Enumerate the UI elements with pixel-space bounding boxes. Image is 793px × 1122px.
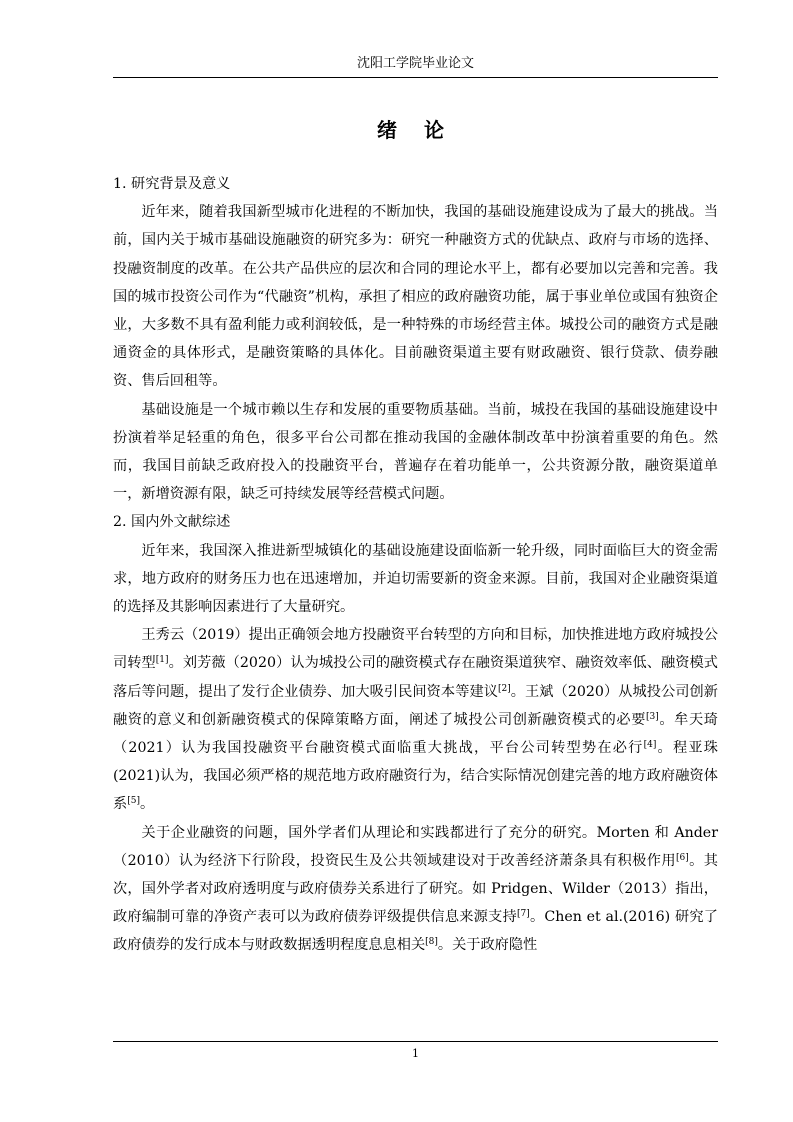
document-body xyxy=(113,170,718,960)
citation-ref: [1] xyxy=(155,655,169,666)
page-header: 沈阳工学院毕业论文 xyxy=(356,56,474,71)
paragraph xyxy=(113,621,718,818)
paragraph-text: 。牟天琦（2021）认为我国投融资平台融资模式面临重大挑战，平台公司转型势在必行 xyxy=(113,711,718,757)
citation-ref: [2] xyxy=(497,683,511,694)
header-divider xyxy=(113,77,718,78)
paragraph-text: 。 xyxy=(139,796,155,813)
page-number: 1 xyxy=(412,1047,419,1060)
section-heading: 1. 研究背景及意义 xyxy=(113,176,231,192)
paragraph-text: 。王斌（2020）从城投公司创新融资的意义和创新融资模式的保障策略方面，阐述了城投公司创新融资模式的必要 xyxy=(113,683,718,728)
citation-ref: [6] xyxy=(676,852,689,863)
document-title: 绪 论 xyxy=(377,118,454,142)
citation-ref: [7] xyxy=(516,909,530,920)
paragraph: 近年来，随着我国新型城市化进程的不断加快，我国的基础设施建设成为了最大的挑战。当前，国内关于城市基础设施融资的研究多为：研究一种融资方式的优缺点、政府与市场的选择、投融资制度的改革。在公共产品供应的层次和合同的理论水平上，都有必要加以完善和完善。我国的城市投资公司作为“代融资”机构，承担了相应的政府融资功能，属于事业单位或国有独资企业，大多数不具有盈利能力或利润较低，是一种特殊的市场经营主体。城投公司的融资方式是融通资金的具体形式，是融资策略的具体化。目前融资渠道主要有财政融资、银行贷款、债券融资、售后回租等。 xyxy=(113,204,718,390)
citation-ref: [5] xyxy=(127,796,140,807)
paragraph-text: 。其次，国外学者对政府透明度与政府债券关系进行了研究。如 Pridgen、Wilder（2013）指出，政府编制可靠的净资产表可以为政府债券评级提供信息来源支持 xyxy=(113,852,718,926)
paragraph: 近年来，我国深入推进新型城镇化的基础设施建设面临新一轮升级，同时面临巨大的资金需求，地方政府的财务压力也在迅速增加，并迫切需要新的资金来源。目前，我国对企业融资渠道的选择及其影响因素进行了大量研究。 xyxy=(113,542,718,616)
citation-ref: [4] xyxy=(643,740,657,751)
paragraph-text: 。Chen et al.(2016) 研究了政府债券的发行成本与财政数据透明程度息息相关 xyxy=(113,909,718,954)
paragraph-text: 王秀云（2019）提出正确领会地方投融资平台转型的方向和目标，加快推进地方政府城投公司转型 xyxy=(113,627,718,672)
citation-ref: [3] xyxy=(646,711,659,722)
paragraph-text: 。刘芳薇（2020）认为城投公司的融资模式存在融资渠道狭窄、融资效率低、融资模式落后等问题，提出了发行企业债券、加大吸引民间资本等建议 xyxy=(113,655,718,700)
paragraph: 基础设施是一个城市赖以生存和发展的重要物质基础。当前，城投在我国的基础设施建设中扮演着举足轻重的角色，很多平台公司都在推动我国的金融体制改革中扮演着重要的角色。然而，我国目前缺乏政府投入的投融资平台，普遍存在着功能单一，公共资源分散，融资渠道单一，新增资源有限，缺乏可持续发展等经营模式问题。 xyxy=(113,401,718,503)
citation-ref: [8] xyxy=(425,937,438,948)
footer-divider xyxy=(113,1041,718,1042)
paragraph-text: 。程亚珠(2021)认为，我国必须严格的规范地方政府融资行为，结合实际情况创建完善的地方政府融资体系 xyxy=(113,740,718,813)
section-heading: 2. 国内外文献综述 xyxy=(113,514,231,531)
paragraph xyxy=(113,819,718,960)
paragraph-text: 。关于政府隐性 xyxy=(437,937,538,954)
paragraph-text: 关于企业融资的问题，国外学者们从理论和实践都进行了充分的研究。Morten 和 Ander（2010）认为经济下行阶段，投资民生及公共领域建设对于改善经济萧条具有积极作用 xyxy=(113,824,718,869)
